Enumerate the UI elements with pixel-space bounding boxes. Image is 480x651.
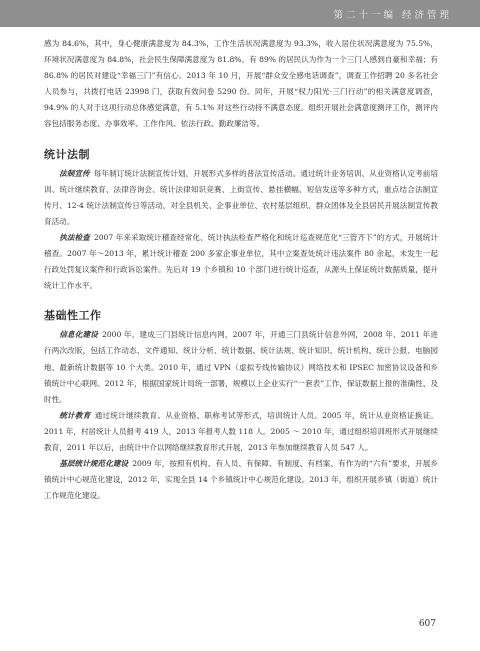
paragraph-text-informatization: 2000 年，建成三门县统计信息内网，2007 年，开通三门县统计信息外网，2008 年、2011 年进行两次改版，包括工作动态、文件通知、统计分析、统计数据、统计法规、统计知识、统计机构、统计公报、电脑园地、最新统计数据等 10 个大类。2010 年，通过 VPN（虚拟专线传输协议）网络技术和 IPSEC 加密协议设备和乡镇统计中心联网。2012 年，根据国家统计局统一部署，规模以上企业实行“一套表”工作，保证数据上报的准确性、及时性。 <box>44 330 438 404</box>
intro-paragraph: 感为 84.6%，其中，身心健康满意度为 84.3%，工作生活状况满意度为 93.3%，收入居住状况满意度为 75.5%，环境状况满意度为 84.8%，社会民生保障满意度为 81.8%。有 89% 的居民认为作为一个三门人感到自豪和幸福；有 86.8% 的居民对建设“幸福三门”有信心。2013 年 10 月，开展“群众安全感电话调查”，调查工作招聘 20 多名社会人员参与，共拨打电话 23998 门，获取有效问卷 5290 份。同年，开展“权力阳光·三门行动”的相关满意度调查，94.9% 的人对于这项行动总体感觉满意，有 5.1% 对这些行动持不满意态度。组织开展社会满意度测评工作，测评内容包括服务态度、办事效率、工作作风、依法行政、勤政廉洁等。 <box>44 39 438 129</box>
section-heading-statistical-law: 统计法制 <box>44 147 90 161</box>
paragraph-text-grassroots: 2009 年，按照有机构、有人员、有保障、有制度、有档案、有作为的“六有”要求，开展乡镇统计中心规范化建设，2012 年，实现全县 14 个乡镇统计中心规范化建设。2013 年，组织开展乡镇（街道）统计工作规范化建设。 <box>44 459 438 501</box>
paragraph-enforcement-inspection <box>44 230 438 294</box>
paragraph-text-law-publicity: 每年制订统计法制宣传计划，开展形式多样的普法宣传活动。通过统计业务培训、从业资格认定考前培训、统计继续教育、法律咨询会、统计法律知识竞赛、上街宣传、悬挂横幅、短信发送等多种方式，重点结合法制宣传月、12·4 统计法制宣传日等活动，对全县机关、企事业单位、农村基层组织、群众团体及全县居民开展法制宣传教育活动。 <box>44 168 439 226</box>
paragraph-grassroots-standardization <box>44 456 438 504</box>
paragraph-informatization <box>44 327 438 407</box>
running-header-title: 第二十一编 经济管理 <box>333 10 452 21</box>
paragraph-text-enforcement: 2007 年来采取统计稽查经常化、统计执法检查严格化和统计巡查规范化“三管齐下”的方式，开展统计稽查。2007 年～2013 年，累计统计稽查 200 多家企事业单位，其中立案查处统计违法案件 80 余起，未发生一起行政处罚复议案件和行政诉讼案件。先后对 19 个乡镇和 10 个部门进行统计巡查，从源头上保证统计数据质量，提升统计工作水平。 <box>44 232 439 291</box>
running-header-band <box>0 0 480 27</box>
paragraph-law-publicity <box>44 166 438 230</box>
page-body <box>44 36 438 504</box>
paragraph-statistics-education <box>44 408 438 456</box>
paragraph-lead-education: 统计教育 <box>59 410 91 420</box>
section-heading-basic-work: 基础性工作 <box>44 309 102 323</box>
page-number: 607 <box>418 619 436 629</box>
paragraph-lead-informatization: 信息化建设 <box>59 330 99 340</box>
paragraph-lead-law-publicity: 法制宣传 <box>59 168 90 178</box>
paragraph-lead-enforcement: 执法检查 <box>59 232 90 242</box>
paragraph-text-education: 通过统计继续教育、从业资格、职称考试等形式，培训统计人员。2005 年，统计从业资格证换证。2011 年，村居统计人员报考 419 人，2013 年报考人数 118 人。2005 ～ 2010 年，通过组织培训班形式开展继续教育，2011 年以后，由统计中介以网络继续教育形式开展，2013 年参加继续教育人员 547 人。 <box>44 410 439 452</box>
paragraph-lead-grassroots: 基层统计规范化建设 <box>59 459 129 469</box>
